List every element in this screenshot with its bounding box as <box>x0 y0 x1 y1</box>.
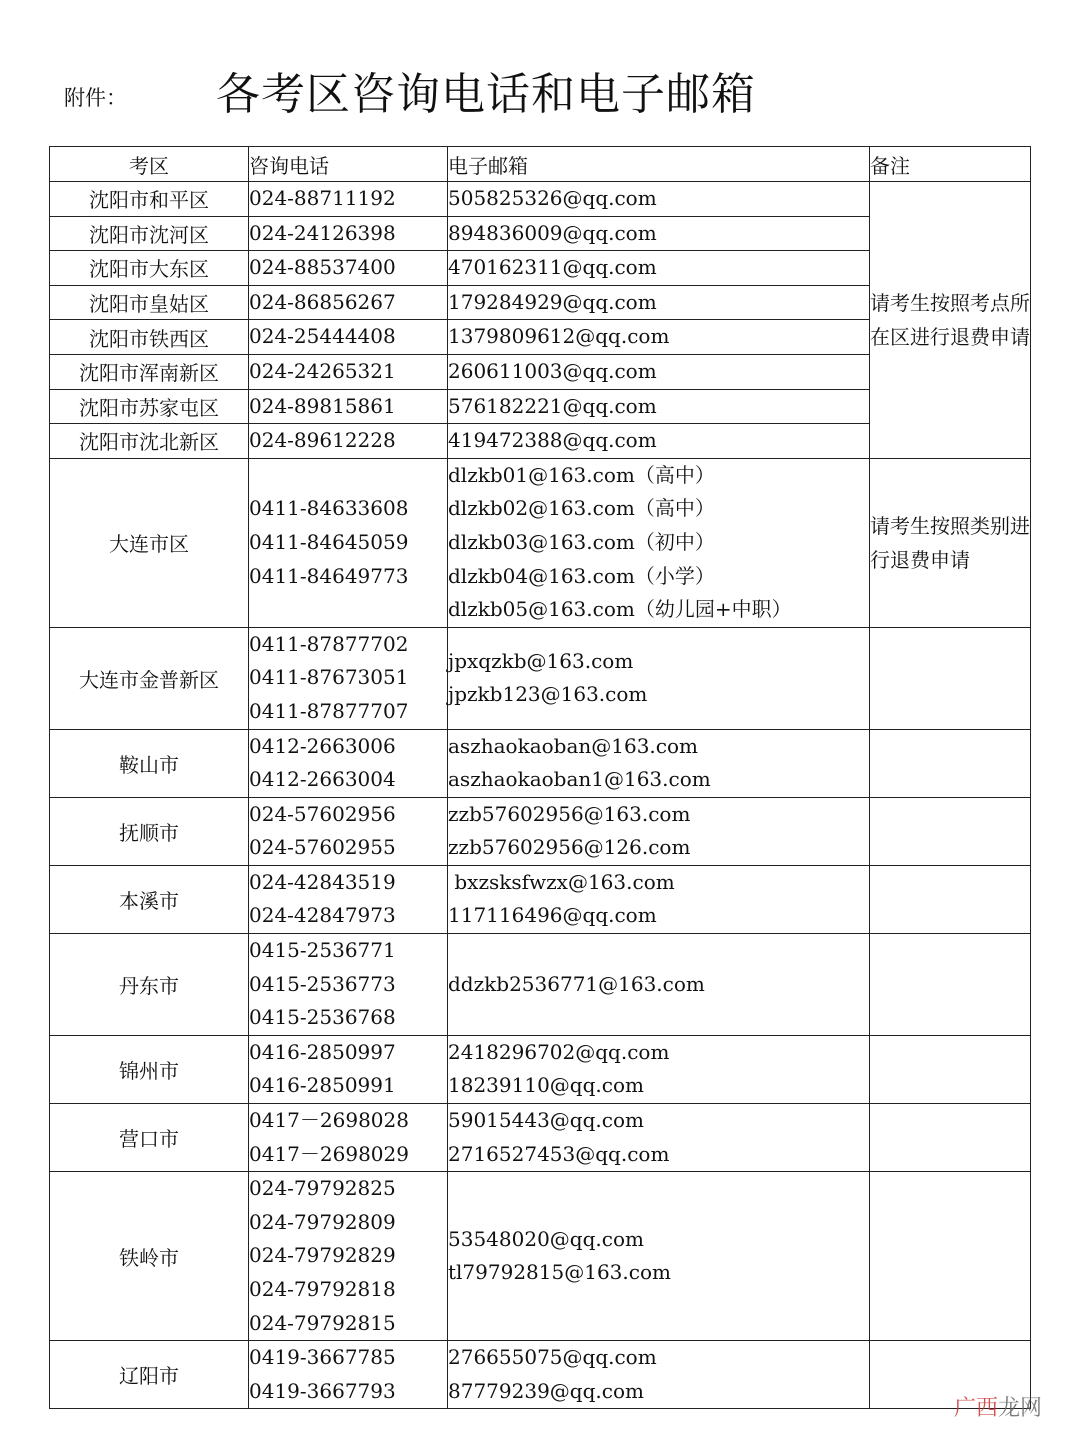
email-address: 1379809612@qq.com <box>448 324 670 349</box>
table-row <box>50 1172 1031 1341</box>
email-address: 2418296702@qq.com <box>448 1039 670 1064</box>
region-cell: 沈阳市皇姑区 <box>50 285 249 320</box>
phone-cell <box>249 251 448 286</box>
email-address: 260611003@qq.com <box>448 358 657 383</box>
email-address: zzb57602956@163.com <box>448 801 691 826</box>
phone-cell <box>249 285 448 320</box>
table-row <box>50 627 1031 729</box>
table-row <box>50 458 1031 627</box>
email-address: jpzkb123@163.com <box>448 682 648 707</box>
region-cell: 大连市金普新区 <box>50 627 249 729</box>
phone-number: 024-88537400 <box>249 255 396 280</box>
table-row <box>50 182 1031 217</box>
note-cell <box>870 458 1031 627</box>
region-cell: 鞍山市 <box>50 729 249 797</box>
email-cell <box>448 1035 870 1103</box>
note-cell <box>870 627 1031 729</box>
phone-number: 024-24265321 <box>249 358 396 383</box>
region-cell: 锦州市 <box>50 1035 249 1103</box>
table-row <box>50 1104 1031 1172</box>
email-cell <box>448 458 870 627</box>
email-address: aszhaokaoban1@163.com <box>448 767 711 792</box>
email-address: 18239110@qq.com <box>448 1073 644 1098</box>
note-cell <box>870 865 1031 933</box>
note-cell <box>870 1172 1031 1341</box>
note-cell <box>870 1035 1031 1103</box>
note-cell <box>870 934 1031 1036</box>
phone-cell <box>249 182 448 217</box>
email-address: ddzkb2536771@163.com <box>448 971 705 996</box>
email-address: 419472388@qq.com <box>448 428 657 453</box>
table-row <box>50 729 1031 797</box>
phone-number: 024-42843519 <box>249 869 396 894</box>
phone-cell <box>249 354 448 389</box>
email-address: dlzkb02@163.com（高中） <box>448 496 715 521</box>
phone-number: 0412-2663004 <box>249 767 396 792</box>
email-cell <box>448 729 870 797</box>
region-cell: 沈阳市沈北新区 <box>50 424 249 459</box>
email-address: bxzsksfwzx@163.com <box>448 869 675 894</box>
region-cell: 辽阳市 <box>50 1341 249 1409</box>
email-cell <box>448 1104 870 1172</box>
phone-number: 024-89612228 <box>249 428 396 453</box>
email-address: 470162311@qq.com <box>448 255 657 280</box>
email-address: dlzkb05@163.com（幼儿园+中职） <box>448 597 792 622</box>
phone-number: 0417－2698028 <box>249 1108 409 1133</box>
note-cell <box>870 182 1031 459</box>
note-cell <box>870 797 1031 865</box>
email-cell <box>448 797 870 865</box>
attachment-label: 附件： <box>64 86 127 110</box>
phone-cell <box>249 1104 448 1172</box>
phone-number: 024-57602956 <box>249 801 396 826</box>
email-address: 276655075@qq.com <box>448 1345 657 1370</box>
email-address: 53548020@qq.com <box>448 1226 644 1251</box>
email-address: 2716527453@qq.com <box>448 1141 670 1166</box>
region-cell: 营口市 <box>50 1104 249 1172</box>
table-row <box>50 1035 1031 1103</box>
phone-cell <box>249 934 448 1036</box>
phone-number: 0415-2536768 <box>249 1005 396 1030</box>
phone-cell <box>249 627 448 729</box>
email-address: 87779239@qq.com <box>448 1378 644 1403</box>
phone-number: 024-24126398 <box>249 220 396 245</box>
table-row <box>50 865 1031 933</box>
phone-number: 024-79792829 <box>249 1243 396 1268</box>
email-cell <box>448 251 870 286</box>
email-address: dlzkb01@163.com（高中） <box>448 462 715 487</box>
region-cell: 抚顺市 <box>50 797 249 865</box>
phone-number: 0415-2536773 <box>249 971 396 996</box>
column-header-email: 电子邮箱 <box>448 147 870 182</box>
email-cell <box>448 934 870 1036</box>
phone-number: 0411-87877707 <box>249 698 409 723</box>
table-header-row <box>50 147 1031 182</box>
email-address: 179284929@qq.com <box>448 289 657 314</box>
region-cell: 大连市区 <box>50 458 249 627</box>
phone-cell <box>249 458 448 627</box>
email-cell <box>448 389 870 424</box>
email-address: jpxqzkb@163.com <box>448 648 634 673</box>
email-cell <box>448 285 870 320</box>
watermark-logo: 广西龙网 <box>953 1396 1042 1421</box>
region-cell: 沈阳市铁西区 <box>50 320 249 355</box>
table-row <box>50 934 1031 1036</box>
phone-number: 0411-87673051 <box>249 665 409 690</box>
region-cell: 铁岭市 <box>50 1172 249 1341</box>
region-cell: 沈阳市苏家屯区 <box>50 389 249 424</box>
region-cell: 沈阳市浑南新区 <box>50 354 249 389</box>
phone-number: 024-79792818 <box>249 1277 396 1301</box>
email-cell <box>448 216 870 251</box>
phone-number: 024-57602955 <box>249 835 396 860</box>
note-cell <box>870 1104 1031 1172</box>
email-address: tl79792815@163.com <box>448 1260 671 1285</box>
region-cell: 沈阳市和平区 <box>50 182 249 217</box>
email-cell <box>448 320 870 355</box>
phone-number: 0411-84649773 <box>249 563 409 588</box>
phone-cell <box>249 1035 448 1103</box>
table-row <box>50 797 1031 865</box>
note-text: 请考生按照类别进行退费申请 <box>870 513 1030 572</box>
email-address: aszhaokaoban@163.com <box>448 733 698 758</box>
phone-number: 024-79792809 <box>249 1209 396 1234</box>
table-body <box>50 182 1031 1409</box>
email-address: dlzkb03@163.com（初中） <box>448 529 715 554</box>
email-address: 576182221@qq.com <box>448 393 657 418</box>
phone-number: 024-42847973 <box>249 903 396 928</box>
phone-number: 0412-2663006 <box>249 733 396 758</box>
phone-cell <box>249 216 448 251</box>
email-address: 505825326@qq.com <box>448 186 657 210</box>
email-cell <box>448 354 870 389</box>
region-cell: 本溪市 <box>50 865 249 933</box>
note-cell <box>870 729 1031 797</box>
phone-number: 024-88711192 <box>249 186 396 210</box>
phone-number: 0416-2850991 <box>249 1073 396 1098</box>
phone-number: 024-79792825 <box>249 1176 396 1201</box>
phone-cell <box>249 729 448 797</box>
phone-cell <box>249 424 448 459</box>
region-cell: 沈阳市大东区 <box>50 251 249 286</box>
phone-cell <box>249 320 448 355</box>
phone-cell <box>249 1172 448 1341</box>
email-cell <box>448 1172 870 1341</box>
phone-number: 024-25444408 <box>249 324 396 349</box>
contact-table <box>49 146 1031 1409</box>
phone-number: 024-79792815 <box>249 1310 396 1335</box>
phone-number: 0411-84633608 <box>249 496 409 521</box>
phone-number: 0419-3667785 <box>249 1345 396 1370</box>
email-cell <box>448 1341 870 1409</box>
note-text: 请考生按照考点所在区进行退费申请 <box>870 290 1030 349</box>
email-address: 894836009@qq.com <box>448 220 657 245</box>
phone-cell <box>249 389 448 424</box>
email-address: 59015443@qq.com <box>448 1108 644 1133</box>
phone-number: 024-89815861 <box>249 393 396 418</box>
email-cell <box>448 865 870 933</box>
email-address: 117116496@qq.com <box>448 903 657 928</box>
column-header-phone: 咨询电话 <box>249 147 448 182</box>
phone-number: 0416-2850997 <box>249 1039 396 1064</box>
phone-cell <box>249 797 448 865</box>
email-address: dlzkb04@163.com（小学） <box>448 563 715 588</box>
region-cell: 丹东市 <box>50 934 249 1036</box>
phone-cell <box>249 1341 448 1409</box>
page-title: 各考区咨询电话和电子邮箱 <box>216 69 756 120</box>
column-header-region: 考区 <box>50 147 249 182</box>
phone-number: 024-86856267 <box>249 289 396 314</box>
table-row <box>50 1341 1031 1409</box>
email-cell <box>448 627 870 729</box>
phone-number: 0411-87877702 <box>249 631 409 656</box>
phone-number: 0411-84645059 <box>249 529 409 554</box>
phone-number: 0415-2536771 <box>249 938 396 963</box>
column-header-note: 备注 <box>870 147 1031 182</box>
email-cell <box>448 182 870 217</box>
phone-cell <box>249 865 448 933</box>
email-address: zzb57602956@126.com <box>448 835 691 860</box>
phone-number: 0419-3667793 <box>249 1378 396 1403</box>
region-cell: 沈阳市沈河区 <box>50 216 249 251</box>
email-cell <box>448 424 870 459</box>
phone-number: 0417－2698029 <box>249 1141 409 1166</box>
